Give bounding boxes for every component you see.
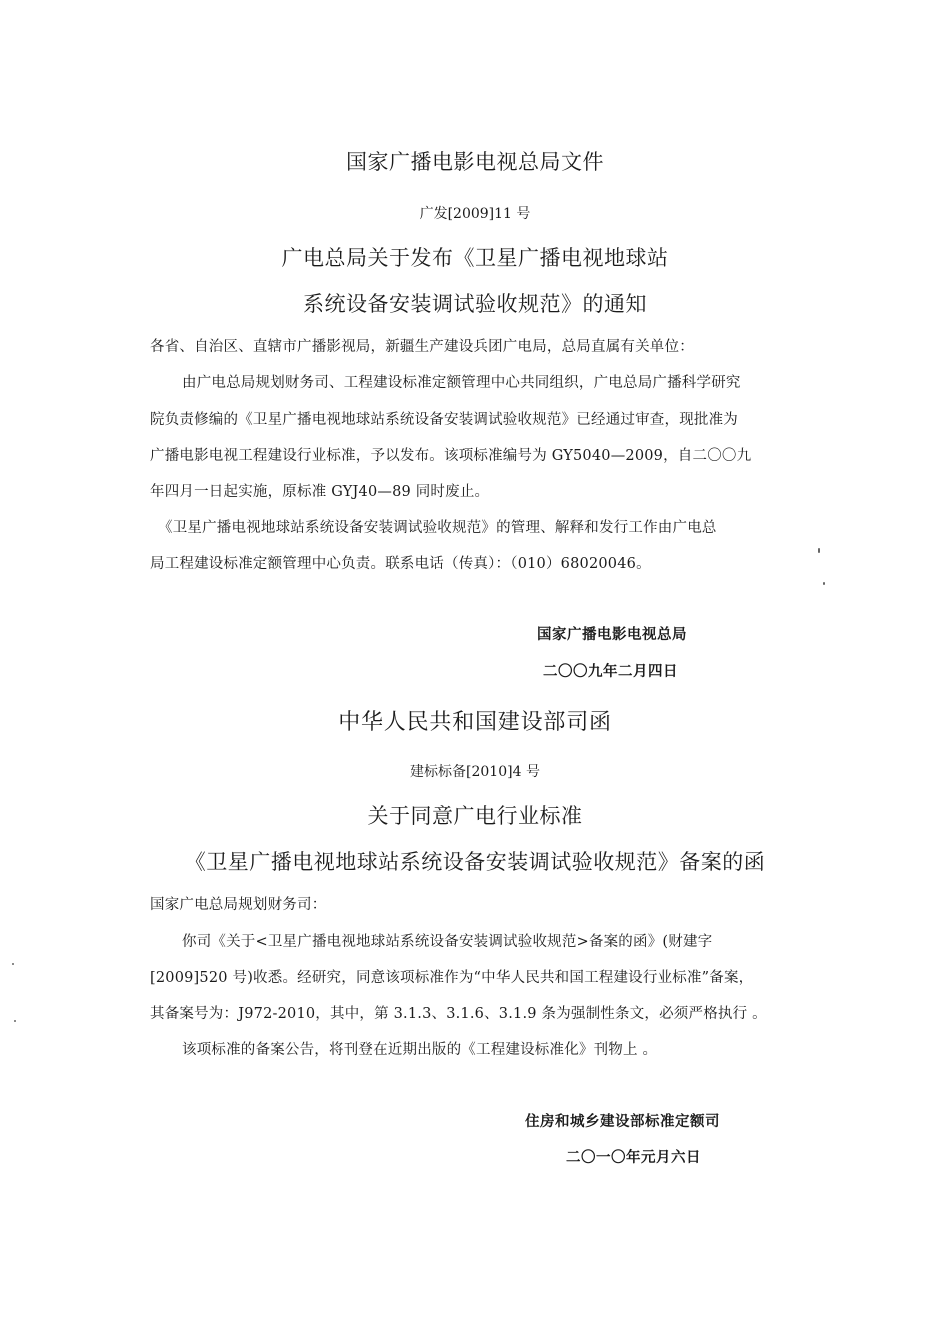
doc1-title-line2: 系统设备安装调试验收规范》的通知 [303,292,647,316]
scan-speck [12,963,14,965]
doc1-doc-number: 广发[2009]11 号 [419,206,531,222]
doc1-para1-line: 广播电影电视工程建设行业标准，予以发布。该项标准编号为 GY5040—2009，自二〇〇九 [150,448,752,464]
doc2-signature: 住房和城乡建设部标准定额司 [525,1113,720,1130]
doc2-title-line2: 《卫星广播电视地球站系统设备安装调试验收规范》备案的函 [184,850,766,874]
doc2-para1-line: 其备案号为：J972-2010，其中，第 3.1.3、3.1.6、3.1.9 条为强制性条文，必须严格执行 。 [150,1006,767,1022]
doc2-title-line1: 关于同意广电行业标准 [367,804,583,828]
doc1-para2-line: 局工程建设标准定额管理中心负责。联系电话（传真）：（010）68020046。 [150,556,651,572]
scan-speck [14,1020,16,1022]
doc2-addressee: 国家广电总局规划财务司： [150,897,327,913]
doc1-signature: 国家广播电影电视总局 [537,626,687,643]
doc1-issuer-title: 国家广播电影电视总局文件 [346,150,604,174]
doc2-para2-line: 该项标准的备案公告，将刊登在近期出版的《工程建设标准化》刊物上 。 [182,1042,658,1058]
doc1-addressee: 各省、自治区、直辖市广播影视局，新疆生产建设兵团广电局，总局直属有关单位： [150,339,694,355]
doc1-para1-line: 由广电总局规划财务司、工程建设标准定额管理中心共同组织，广电总局广播科学研究 [182,375,741,391]
doc2-para1-line: [2009]520 号)收悉。经研究，同意该项标准作为“中华人民共和国工程建设行业标准”备案， [150,970,754,986]
doc2-para1-line: 你司《关于<卫星广播电视地球站系统设备安装调试验收规范>备案的函》(财建字 [182,934,713,950]
doc1-date: 二〇〇九年二月四日 [543,663,678,680]
doc2-issuer-title: 中华人民共和国建设部司函 [338,710,612,735]
doc1-title-line1: 广电总局关于发布《卫星广播电视地球站 [281,246,669,270]
doc1-para1-line: 院负责修编的《卫星广播电视地球站系统设备安装调试验收规范》已经通过审查，现批准为 [150,412,738,428]
doc2-doc-number: 建标标备[2010]4 号 [410,764,540,780]
scan-speck [823,582,825,585]
doc1-para1-line: 年四月一日起实施，原标准 GYJ40—89 同时废止。 [150,484,490,500]
doc1-para2-line: 《卫星广播电视地球站系统设备安装调试验收规范》的管理、解释和发行工作由广电总 [158,520,717,536]
doc2-date: 二〇一〇年元月六日 [566,1149,701,1166]
scan-speck [818,548,820,553]
